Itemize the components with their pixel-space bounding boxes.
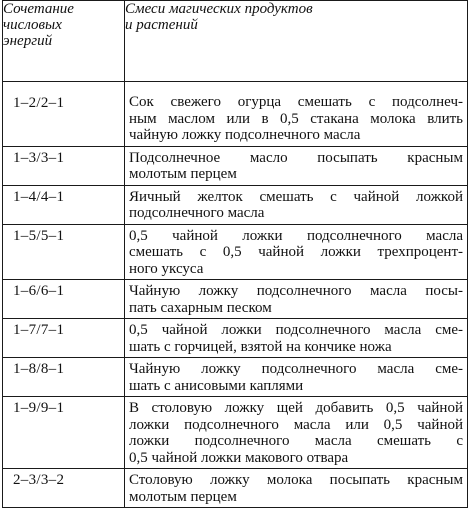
mixture-line: 0,5 чайной ложки подсолнечного масла сме- xyxy=(129,322,463,338)
mixture-cell xyxy=(125,146,468,185)
mixture-cell xyxy=(125,319,468,358)
mixture-cell xyxy=(125,280,468,319)
mixture-line: ложки подсолнечного масла или 0,5 чайной xyxy=(129,416,463,433)
mixture-line: Чайную ложку подсолнечного масла сме- xyxy=(129,361,463,377)
mixture-line: Сок свежего огурца смешать с подсолнеч- xyxy=(129,94,463,110)
table-row xyxy=(3,469,468,508)
mixture-cell xyxy=(125,397,468,469)
combination-cell: 1–5/5–1 xyxy=(3,224,125,280)
mixture-line: молотым перцем xyxy=(129,488,237,505)
mixture-line: ложки подсолнечного масла смешать с xyxy=(129,433,463,449)
table-header xyxy=(3,1,468,82)
header-combination-line: Сочетание xyxy=(3,1,74,17)
mixtures-table xyxy=(2,0,468,508)
mixture-cell xyxy=(125,469,468,508)
mixture-line: 0,5 чайной ложки подсолнечного масла xyxy=(129,227,463,244)
mixture-cell xyxy=(125,82,468,147)
header-combination-line: числовых xyxy=(3,17,62,33)
mixture-line: В столовую ложку щей добавить 0,5 чайной xyxy=(129,400,463,416)
combination-cell: 1–4/4–1 xyxy=(3,185,125,224)
mixture-line: смешать с 0,5 чайной ложки трехпроцент- xyxy=(129,244,463,260)
mixture-line: Столовую ложку молока посыпать красным xyxy=(129,472,463,488)
table-row xyxy=(3,146,468,185)
combination-cell: 1–7/7–1 xyxy=(3,319,125,358)
combination-cell: 1–3/3–1 xyxy=(3,146,125,185)
mixture-line: чайную ложку подсолнечного масла xyxy=(129,127,361,143)
mixture-line: Чайную ложку подсолнечного масла посы- xyxy=(129,283,463,299)
mixture-line: Подсолнечное масло посыпать красным xyxy=(129,149,463,166)
header-mixtures-line: Смеси магических продуктов xyxy=(125,1,313,17)
combination-cell: 1–6/6–1 xyxy=(3,280,125,319)
mixture-line: ным маслом или в 0,5 стакана молока влить xyxy=(129,110,463,127)
header-mixtures xyxy=(125,1,468,82)
table-row xyxy=(3,185,468,224)
table-body xyxy=(3,82,468,508)
mixture-line: шать с анисовыми каплями xyxy=(129,377,304,394)
header-combination xyxy=(3,1,125,82)
combination-cell: 1–2/2–1 xyxy=(3,82,125,147)
combination-cell: 1–8/8–1 xyxy=(3,358,125,397)
mixture-cell xyxy=(125,224,468,280)
combination-cell: 1–9/9–1 xyxy=(3,397,125,469)
table-row xyxy=(3,82,468,147)
mixture-cell xyxy=(125,358,468,397)
mixture-line: подсолнечного масла xyxy=(129,205,265,221)
table-row xyxy=(3,224,468,280)
combination-cell: 2–3/3–2 xyxy=(3,469,125,508)
mixture-line: шать с горчицей, взятой на кончике ножа xyxy=(129,338,392,355)
mixture-line: 0,5 чайной ложки макового отвара xyxy=(129,449,349,466)
mixture-line: ного уксуса xyxy=(129,260,204,277)
header-combination-line: энергий xyxy=(3,33,53,49)
table-row xyxy=(3,358,468,397)
table-row xyxy=(3,280,468,319)
mixture-line: молотым перцем xyxy=(129,166,237,182)
table-row xyxy=(3,397,468,469)
table-row xyxy=(3,319,468,358)
header-mixtures-line: и растений xyxy=(125,17,198,33)
mixture-cell xyxy=(125,185,468,224)
mixture-line: Яичный желток смешать с чайной ложкой xyxy=(129,188,463,205)
header-row xyxy=(3,1,468,82)
mixture-line: пать сахарным песком xyxy=(129,299,272,316)
